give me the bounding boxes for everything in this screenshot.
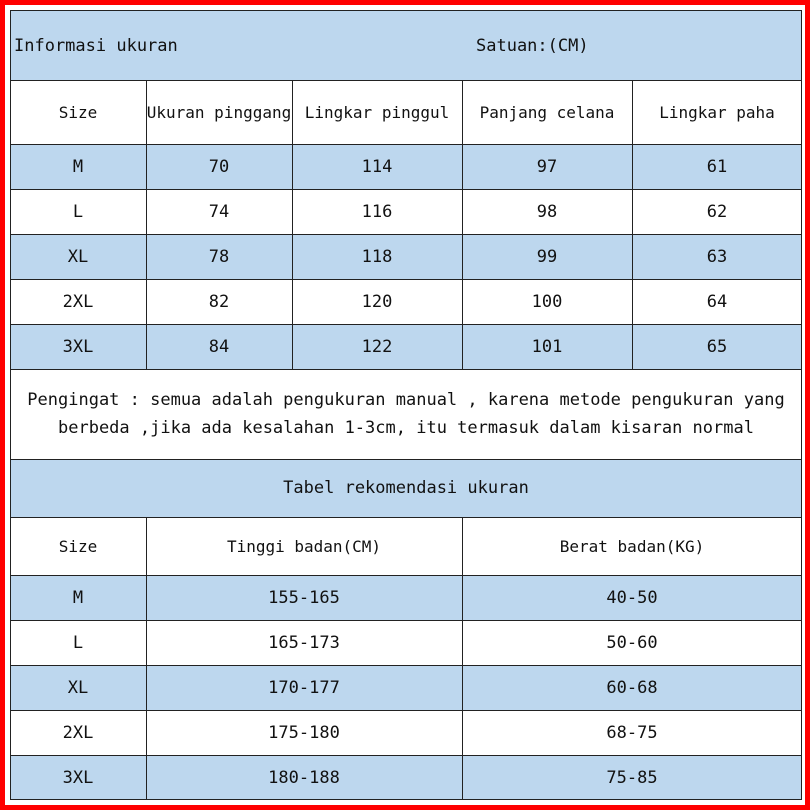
table-cell: 82 [146,279,292,324]
grid-line [462,517,463,800]
grid-line [146,80,147,369]
height-col-header: Tinggi badan(CM) [146,517,462,575]
grid-line [801,10,802,800]
waist-col-header: Ukuran pinggang [146,80,292,144]
hip-col-header: Lingkar pinggul [292,80,462,144]
table-cell: 118 [292,234,462,279]
table-cell: XL [10,665,146,710]
table-cell: 3XL [10,324,146,369]
grid-line [10,189,802,190]
table-cell: 101 [462,324,632,369]
table-cell: 99 [462,234,632,279]
table-cell: M [10,144,146,189]
table-cell: 70 [146,144,292,189]
table-cell: 2XL [10,710,146,755]
table-cell: 114 [292,144,462,189]
table-cell: 175-180 [146,710,462,755]
grid-line [10,517,802,518]
table-cell: 64 [632,279,802,324]
grid-line [292,80,293,369]
grid-line [462,80,463,369]
unit-label: Satuan:(CM) [476,36,589,56]
grid-line [10,755,802,756]
table-cell: 61 [632,144,802,189]
grid-line [10,144,802,145]
grid-line [10,620,802,621]
table-cell: 116 [292,189,462,234]
table-cell: 122 [292,324,462,369]
grid-line [10,279,802,280]
table-cell: L [10,189,146,234]
table-cell: 60-68 [462,665,802,710]
thigh-col-header: Lingkar paha [632,80,802,144]
grid-line [10,710,802,711]
table-cell: 65 [632,324,802,369]
table-cell: 100 [462,279,632,324]
size-col-header: Size [10,517,146,575]
table-cell: 2XL [10,279,146,324]
table-cell: 40-50 [462,575,802,620]
grid-line [10,234,802,235]
table-cell: 68-75 [462,710,802,755]
table-cell: L [10,620,146,665]
size-chart [10,10,802,800]
grid-line [10,80,802,81]
table-cell: 165-173 [146,620,462,665]
table-cell: 98 [462,189,632,234]
table-cell: 50-60 [462,620,802,665]
reminder-line-2: berbeda ,jika ada kesalahan 1-3cm, itu termasuk dalam kisaran normal [58,418,754,438]
table-cell: 155-165 [146,575,462,620]
table-cell: 74 [146,189,292,234]
reminder-note [10,369,802,459]
table-cell: 62 [632,189,802,234]
grid-line [10,575,802,576]
table-cell: 75-85 [462,755,802,800]
grid-line [10,10,11,800]
grid-line [10,369,802,370]
table-cell: 170-177 [146,665,462,710]
table-cell: XL [10,234,146,279]
grid-line [146,517,147,800]
table-cell: 84 [146,324,292,369]
table-cell: 120 [292,279,462,324]
reminder-line-1: Pengingat : semua adalah pengukuran manual , karena metode pengukuran yang [27,390,785,410]
grid-line [10,459,802,460]
chart-title: Informasi ukuran [14,36,178,56]
grid-line [10,324,802,325]
table-cell: 3XL [10,755,146,800]
grid-line [10,799,802,800]
table-cell: 180-188 [146,755,462,800]
grid-line [632,80,633,369]
recommend-title: Tabel rekomendasi ukuran [10,459,802,517]
table-cell: M [10,575,146,620]
table-cell: 63 [632,234,802,279]
grid-line [10,10,802,11]
table-cell: 78 [146,234,292,279]
length-col-header: Panjang celana [462,80,632,144]
weight-col-header: Berat badan(KG) [462,517,802,575]
table-cell: 97 [462,144,632,189]
size-col-header: Size [10,80,146,144]
grid-line [10,665,802,666]
